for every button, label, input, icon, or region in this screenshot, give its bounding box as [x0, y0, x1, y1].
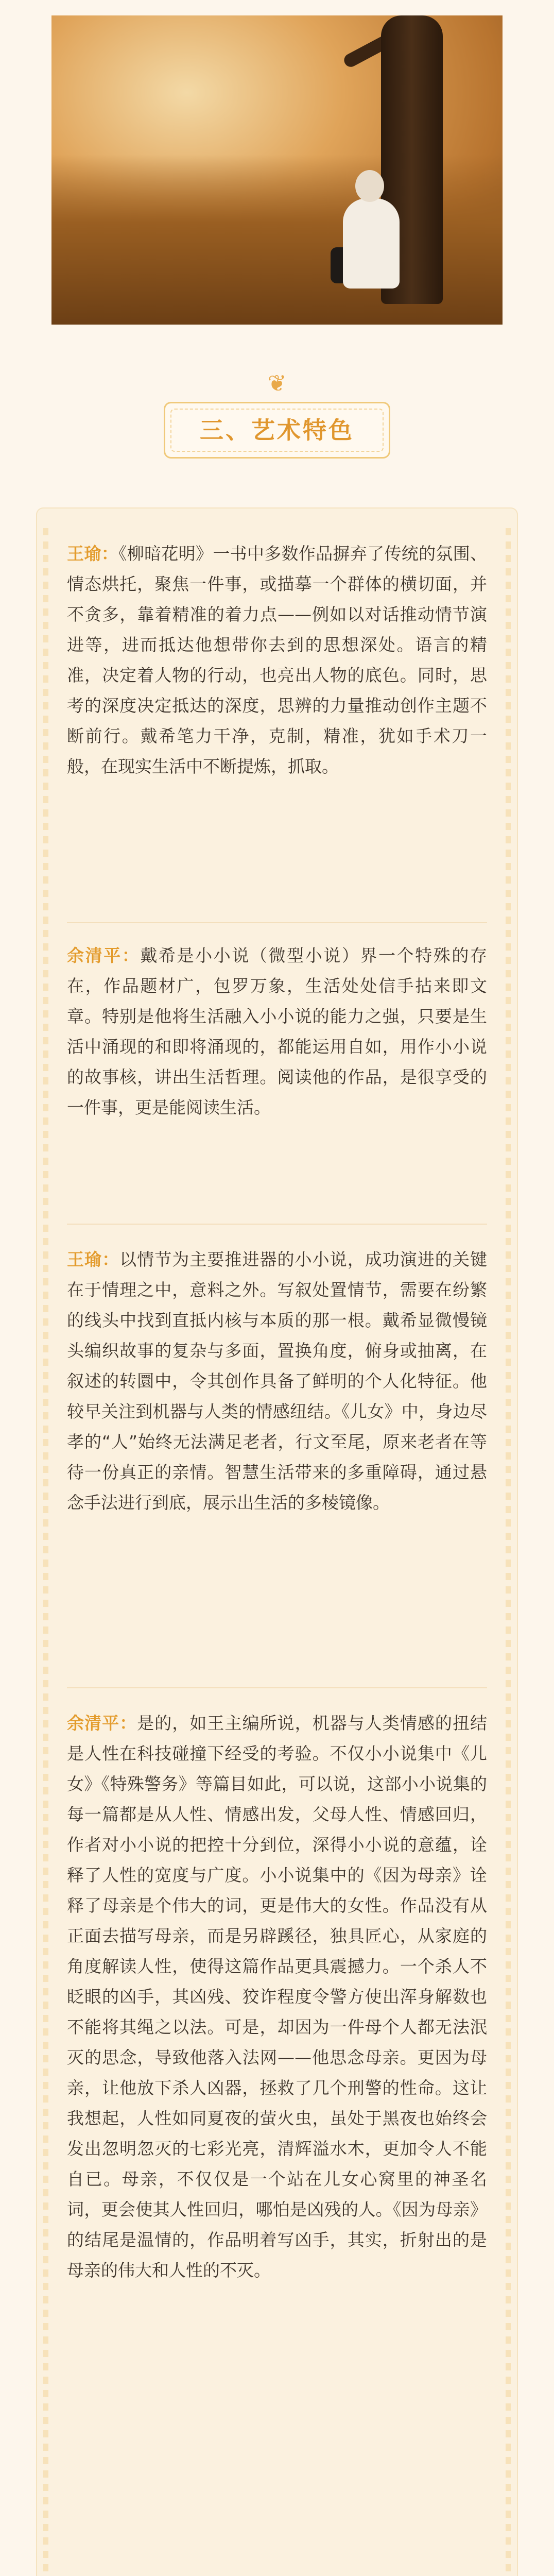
maple-leaf-icon: ❦ — [267, 370, 287, 397]
dialogue-card — [36, 507, 518, 2576]
paragraph-divider — [67, 922, 487, 923]
paragraph-text: 是的，如王主编所说，机器与人类情感的扭结是人性在科技碰撞下经受的考验。不仅小小说集中《儿女》《特殊警务》等篇目如此，可以说，这部小小说集的每一篇都是从人性、情感出发，父母人性、情感回归，作者对小小说的把控十分到位，深得小小说的意蕴，诠释了人性的宽度与广度。小小说集中的《因为母亲》诠释了母亲是个伟大的词，更是伟大的女性。作品没有从正面去描写母亲，而是另辟蹊径，独具匠心，从家庭的角度解读人性，使得这篇作品更具震撼力。一个杀人不眨眼的凶手，其凶残、狡诈程度令警方使出浑身解数也不能将其绳之以法。可是，却因为一件母个人都无法泯灭的思念，导致他落入法网——他思念母亲。更因为母亲，让他放下杀人凶器，拯救了几个刑警的性命。这让我想起，人性如同夏夜的萤火虫，虽处于黑夜也始终会发出忽明忽灭的七彩光亮，清辉溢水木，更加令人不能自已。母亲，不仅仅是一个站在儿女心窝里的神圣名词，更会使其人性回归，哪怕是凶残的人。《因为母亲》的结尾是温情的，作品明着写凶手，其实，折射出的是母亲的伟大和人性的不灭。 — [67, 1713, 488, 2280]
dialogue-paragraph — [67, 1244, 487, 1518]
card-right-border — [506, 528, 511, 2576]
top-photo — [51, 15, 503, 325]
speaker-name: 余清平： — [67, 945, 141, 965]
speaker-name: 王瑜： — [67, 544, 118, 564]
dialogue-paragraph — [67, 1708, 487, 2285]
paragraph-text: 戴希是小小说（微型小说）界一个特殊的存在，作品题材广，包罗万象，生活处处信手拈来即文章。特别是他将生活融入小小说的能力之强，只要是生活中涌现的和即将涌现的，都能运用自如，用作小小说的故事核，讲出生活哲理。阅读他的作品，是很享受的一件事，更是能阅读生活。 — [67, 945, 488, 1117]
paragraph-text: 《柳暗花明》一书中多数作品摒弃了传统的氛围、情态烘托，聚焦一件事，或描摹一个群体的横切面，并不贪多，靠着精准的着力点——例如以对话推动情节演进等，进而抵达他想带你去到的思想深处。语言的精准，决定着人物的行动，也亮出人物的底色。同时，思考的深度决定抵达的深度，思辨的力量推动创作主题不断前行。戴希笔力干净，克制，精准，犹如手术刀一般，在现实生活中不断提炼，抓取。 — [67, 544, 487, 776]
paragraph-divider — [67, 1687, 487, 1688]
section-header — [164, 371, 390, 474]
photo-person-body — [343, 198, 400, 289]
paragraph-divider — [67, 1224, 487, 1225]
dialogue-paragraph — [67, 538, 487, 782]
photo-person-head — [355, 170, 384, 202]
dialogue-paragraph — [67, 940, 487, 1123]
card-left-border — [43, 528, 48, 2576]
section-title: 三、艺术特色 — [200, 416, 354, 444]
speaker-name: 余清平： — [67, 1713, 137, 1733]
paragraph-text: 以情节为主要推进器的小小说，成功演进的关键在于情理之中，意料之外。写叙处置情节，需要在纷繁的线头中找到直抵内核与本质的那一根。戴希显微慢镜头编织故事的复杂与多面，置换角度，俯身或抽离，在叙述的转圜中，令其创作具备了鲜明的个人化特征。他较早关注到机器与人类的情感纽结。《儿女》中，身边尽孝的“人”始终无法满足老者，行文至尾，原来老者在等待一份真正的亲情。智慧生活带来的多重障碍，通过悬念手法进行到底，展示出生活的多棱镜像。 — [67, 1249, 488, 1513]
photo-person — [340, 170, 402, 289]
speaker-name: 王瑜： — [67, 1249, 120, 1269]
